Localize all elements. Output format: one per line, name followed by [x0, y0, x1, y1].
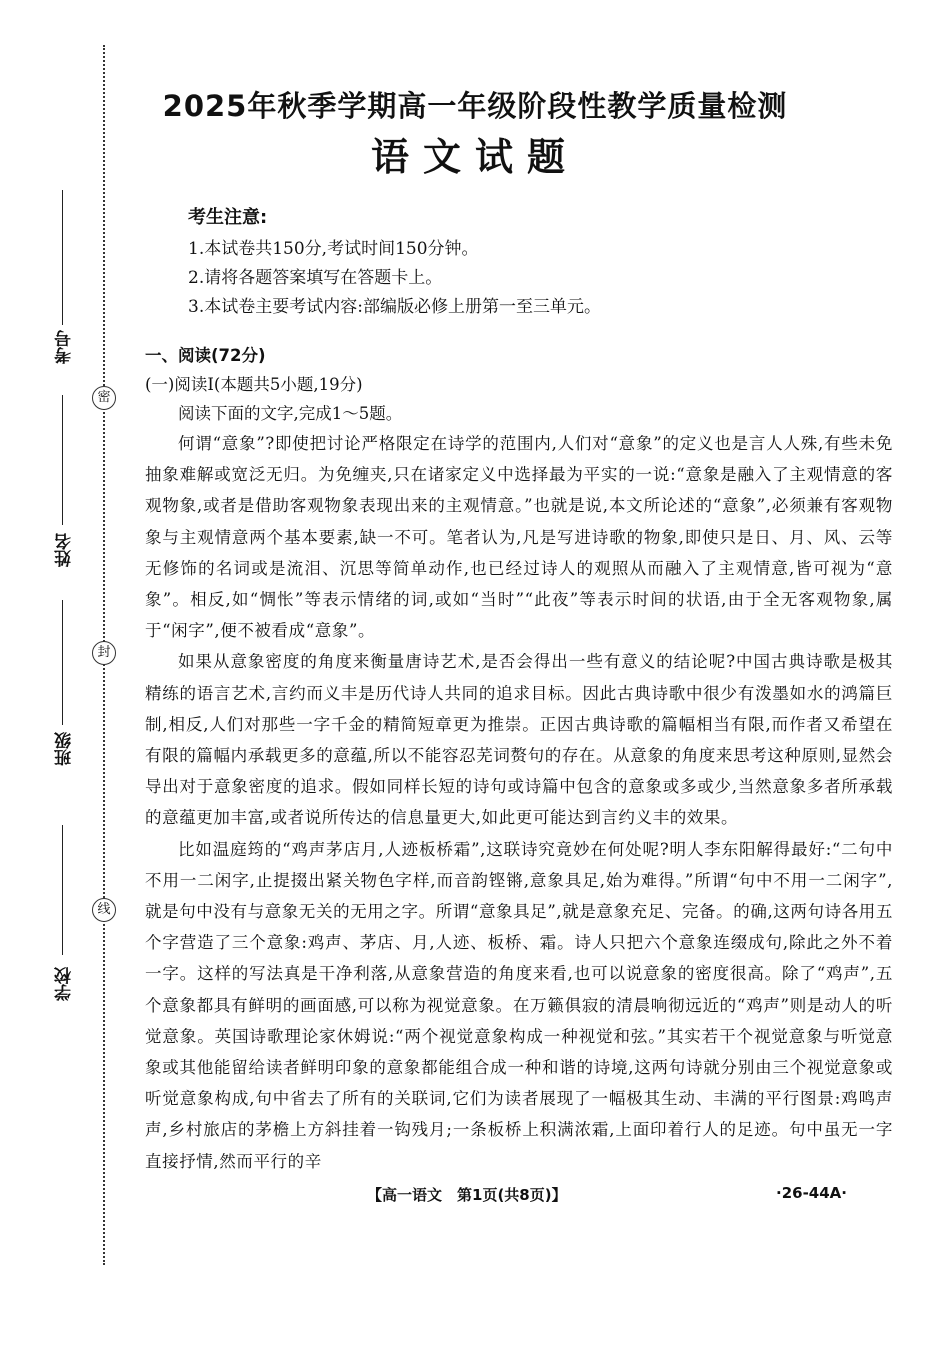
reading-section — [145, 342, 893, 1177]
notice-item: 2.请将各题答案填写在答题卡上。 — [188, 268, 443, 288]
class-rule — [62, 600, 63, 725]
notice-title: 考生注意: — [188, 207, 268, 228]
seal-char-xian: 线 — [92, 898, 116, 922]
exam-number-field[interactable] — [40, 190, 90, 380]
passage-paragraph: 何谓“意象”?即使把讨论严格限定在诗学的范围内,人们对“意象”的定义也是言人人殊,有些未免抽象难解或宽泛无归。为免缠夹,只在诸家定义中选择最为平实的一说:“意象是融入了主观情意的客观物象,或者是借助客观物象表现出来的主观情意。”也就是说,本文所论述的“意象”,必须兼有客观物象与主观情意两个基本要素,缺一不可。笔者认为,凡是写进诗歌的物象,即使只是日、月、风、云等无修饰的名词或是流泪、沉思等简单动作,也已经过诗人的观照从而融入了主观情意,皆可视为“意象”。相反,如“惆怅”等表示情绪的词,或如“当时”“此夜”等表示时间的状语,由于全无客观物象,属于“闲字”,便不被看成“意象”。 — [145, 434, 893, 641]
seal-char-mi: 密 — [92, 386, 116, 410]
section-title: 一、阅读(72分) — [145, 346, 266, 365]
exam-number-rule — [62, 190, 63, 325]
school-label: 学校 — [55, 967, 75, 1001]
name-rule — [62, 395, 63, 525]
passage-paragraph: 比如温庭筠的“鸡声茅店月,人迹板桥霜”,这联诗究竟妙在何处呢?明人李东阳解得最好:“二句中不用一二闲字,止提掇出紧关物色字样,而音韵铿锵,意象具足,始为难得。”所谓“句中不用一二闲字”,就是句中没有与意象无关的无用之字。所谓“意象具足”,就是意象充足、完备。的确,这两句诗各用五个字营造了三个意象:鸡声、茅店、月,人迹、板桥、霜。诗人只把六个意象连缀成句,除此之外不着一字。这样的写法真是干净利落,从意象营造的角度来看,也可以说意象的密度很高。除了“鸡声”,五个意象都具有鲜明的画面感,可以称为视觉意象。在万籁俱寂的清晨响彻远近的“鸡声”则是动人的听觉意象。英国诗歌理论家休姆说:“两个视觉意象构成一种视觉和弦。”其实若干个视觉意象与听觉意象或其他能留给读者鲜明印象的意象都能组合成一种和谐的诗境,这两句诗就分别由三个视觉意象或听觉意象构成,句中省去了所有的关联词,它们为读者展现了一幅极其生动、丰满的平行图景:鸡鸣声声,乡村旅店的茅檐上方斜挂着一钩残月;一条板桥上积满浓霜,上面印着行人的足迹。句中虽无一字直接抒情,然而平行的辛 — [145, 839, 893, 1171]
school-rule — [62, 825, 63, 955]
exam-number-label: 考号 — [55, 330, 75, 364]
notice-item: 3.本试卷主要考试内容:部编版必修上册第一至三单元。 — [188, 297, 601, 317]
name-field[interactable] — [40, 395, 90, 595]
exam-title: 2025年秋季学期高一年级阶段性教学质量检测 — [162, 89, 788, 123]
seal-char-feng: 封 — [92, 641, 116, 665]
exam-notice — [188, 203, 601, 322]
subsection-title: (一)阅读Ⅰ(本题共5小题,19分) — [145, 375, 363, 394]
page-number: 【高一语文 第1页(共8页)】 — [367, 1186, 567, 1204]
exam-code: ·26-44A· — [776, 1184, 847, 1202]
name-label: 姓名 — [55, 533, 75, 567]
subject-title: 语文试题 — [370, 135, 579, 179]
class-field[interactable] — [40, 600, 90, 800]
class-label: 班级 — [55, 732, 75, 766]
school-field[interactable] — [40, 825, 90, 1035]
notice-item: 1.本试卷共150分,考试时间150分钟。 — [188, 239, 479, 259]
passage-paragraph: 如果从意象密度的角度来衡量唐诗艺术,是否会得出一些有意义的结论呢?中国古典诗歌是极其精练的语言艺术,言约而义丰是历代诗人共同的追求目标。因此古典诗歌中很少有泼墨如水的鸿篇巨制,相反,人们对那些一字千金的精简短章更为推崇。正因古典诗歌的篇幅相当有限,而作者又希望在有限的篇幅内承载更多的意蕴,所以不能容忍芜词赘句的存在。从意象的角度来思考这种原则,显然会导出对于意象密度的追求。假如同样长短的诗句或诗篇中包含的意象或多或少,当然意象多者所承载的意蕴更加丰富,或者说所传达的信息量更大,如此更可能达到言约义丰的效果。 — [145, 652, 893, 828]
instruction: 阅读下面的文字,完成1～5题。 — [178, 404, 403, 423]
